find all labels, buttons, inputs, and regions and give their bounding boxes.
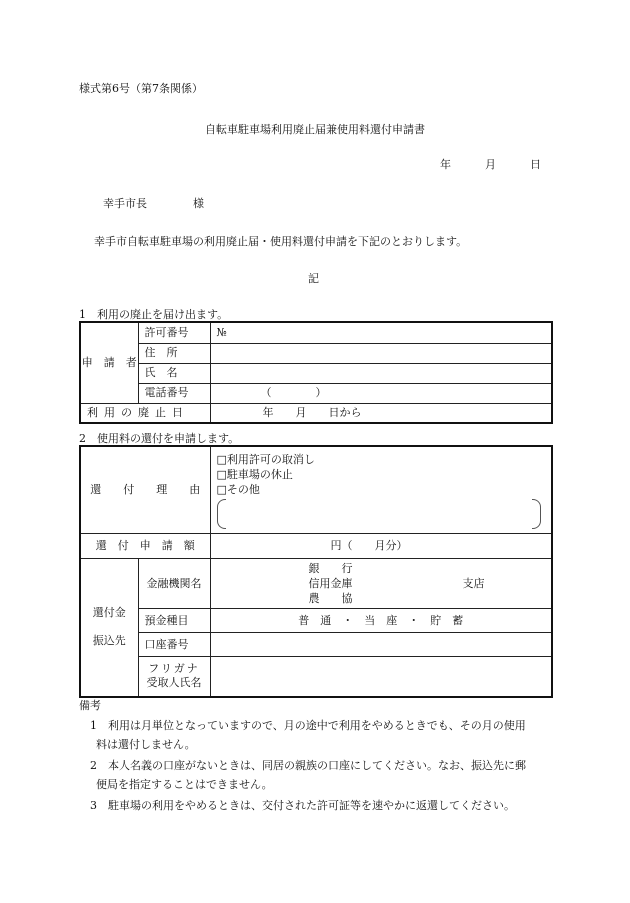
abolish-table [79, 321, 553, 424]
notes-heading: 備考 [79, 699, 101, 712]
account-no-field[interactable] [210, 633, 552, 657]
deposit-type-label: 預金種目 [138, 609, 210, 633]
ki-marker: 記 [308, 272, 319, 285]
date-day: 日 [530, 158, 541, 171]
document-title: 自転車駐車場利用廃止届兼使用料還付申請書 [205, 123, 425, 136]
note-2b: 便局を指定することはできません。 [96, 778, 273, 791]
note-1b: 料は還付しません。 [96, 738, 196, 751]
reason-option-cancel[interactable]: □利用許可の取消し [216, 453, 315, 466]
section2-heading: 2 使用料の還付を申請します。 [79, 432, 240, 445]
address-field[interactable] [210, 343, 552, 363]
name-field[interactable] [210, 363, 552, 383]
recipient-label: 受取人氏名 [146, 676, 202, 690]
reason-cell [210, 446, 552, 534]
note-3: 3 駐車場の利用をやめるときは、交付された許可証等を速やかに返還してください。 [90, 799, 515, 812]
phone-label: 電話番号 [138, 383, 210, 403]
bank-type-bank: 銀 行 [308, 562, 353, 575]
refund-table [79, 445, 553, 698]
date-month: 月 [485, 158, 496, 171]
other-reason-field[interactable] [217, 499, 542, 529]
applicant-label: 申 請 者 [80, 322, 138, 403]
bank-field[interactable] [210, 559, 552, 609]
transfer-label: 還付金 振込先 [80, 559, 138, 697]
branch-label: 支店 [462, 577, 485, 590]
form-number: 様式第6号（第7条関係） [79, 82, 203, 95]
bank-label: 金融機関名 [138, 559, 210, 609]
intro-text: 幸手市自転車駐車場の利用廃止届・使用料還付申請を下記のとおりします。 [94, 235, 468, 248]
permit-no-label: 許可番号 [138, 322, 210, 343]
reason-option-other[interactable]: □その他 [216, 483, 260, 496]
recipient-label-cell [138, 657, 210, 697]
date-line [440, 156, 541, 172]
phone-field[interactable]: （ ） [210, 383, 552, 403]
addressee-name: 幸手市長 [103, 197, 147, 210]
amount-label: 還 付 申 請 額 [80, 534, 210, 559]
note-2a: 2 本人名義の口座がないときは、同居の親族の口座にしてください。なお、振込先に郵 [90, 759, 526, 772]
reason-label: 還 付 理 由 [80, 446, 210, 534]
address-label: 住 所 [138, 343, 210, 363]
amount-field[interactable]: 円（ 月分） [210, 534, 552, 559]
abolish-date-label: 利用の廃止日 [80, 403, 210, 423]
deposit-type-options[interactable]: 普 通 ・ 当 座 ・ 貯 蓄 [210, 609, 552, 633]
name-label: 氏 名 [138, 363, 210, 383]
date-year: 年 [440, 158, 451, 171]
section1-heading: 1 利用の廃止を届け出ます。 [79, 308, 229, 321]
addressee-honorific: 様 [193, 197, 204, 210]
bank-type-nokyo: 農 協 [308, 592, 353, 605]
addressee [103, 195, 204, 211]
bank-type-shinkin: 信用金庫 [308, 577, 353, 590]
furigana-label: フリガナ [148, 662, 200, 676]
recipient-field[interactable] [210, 657, 552, 697]
abolish-date-field[interactable]: 年 月 日から [210, 403, 552, 423]
note-1a: 1 利用は月単位となっていますので、月の途中で利用をやめるときでも、その月の使用 [90, 719, 526, 732]
reason-option-suspension[interactable]: □駐車場の休止 [216, 468, 293, 481]
permit-no-field[interactable]: № [210, 322, 552, 343]
account-no-label: 口座番号 [138, 633, 210, 657]
